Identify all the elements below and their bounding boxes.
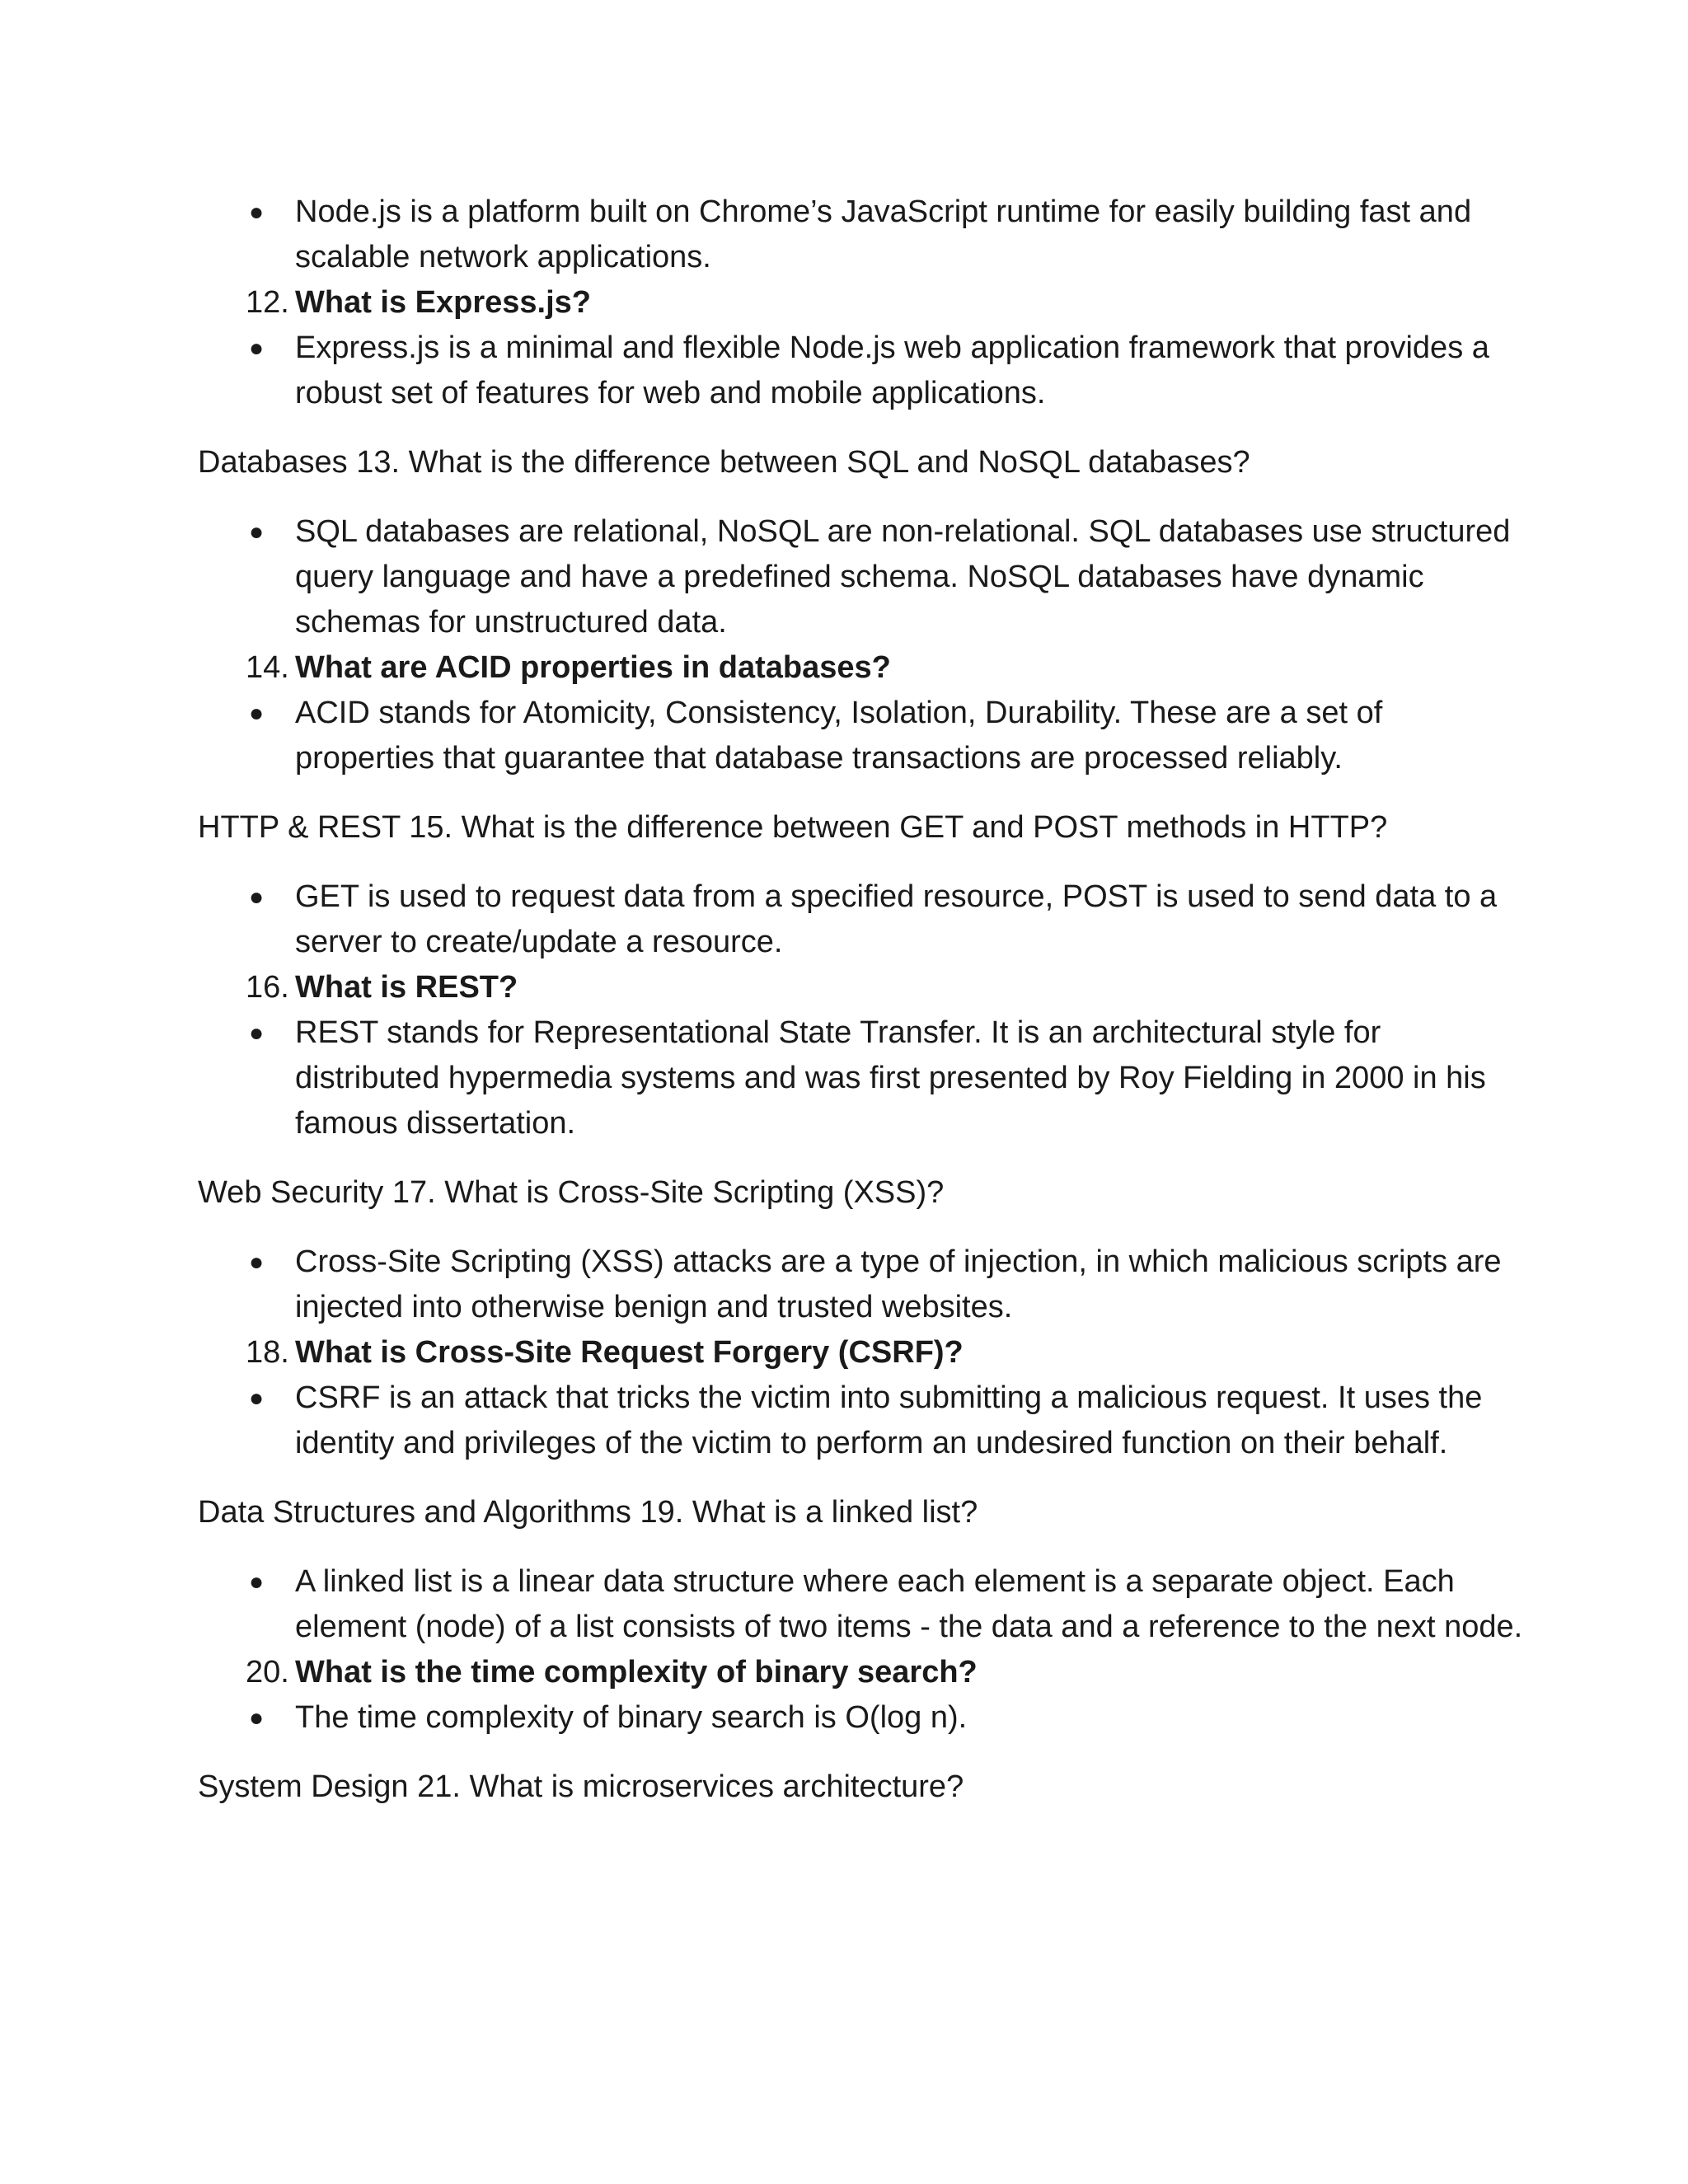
- question-text: What is the time complexity of binary search?: [295, 1655, 978, 1690]
- question-number: 14.: [246, 650, 289, 685]
- bullet-text: The time complexity of binary search is O(log n).: [295, 1700, 968, 1735]
- bullet-item: [198, 1559, 1523, 1650]
- question-number: 16.: [246, 970, 289, 1005]
- bullet-item: [198, 1695, 1523, 1741]
- bullet-text: Express.js is a minimal and flexible Node.js web application framework that provides a robust set of features for web and mobile applications.: [295, 330, 1489, 410]
- question-item: [198, 280, 1523, 326]
- bullet-dot-icon: ●: [249, 1568, 265, 1596]
- bullet-text: GET is used to request data from a specified resource, POST is used to send data to a server to create/update a resource.: [295, 879, 1498, 959]
- bullet-text: SQL databases are relational, NoSQL are non-relational. SQL databases use structured query language and have a predefined schema. NoSQL databases have dynamic schemas for unstructured data.: [295, 514, 1511, 640]
- bullet-dot-icon: ●: [249, 1704, 265, 1732]
- question-item: [198, 645, 1523, 691]
- bullet-dot-icon: ●: [249, 1249, 265, 1276]
- section-heading: Web Security 17. What is Cross-Site Scripting (XSS)?: [198, 1175, 945, 1210]
- bullet-dot-icon: ●: [249, 199, 265, 226]
- question-text: What is Cross-Site Request Forgery (CSRF)?: [295, 1335, 964, 1370]
- bullet-dot-icon: ●: [249, 1385, 265, 1412]
- bullet-dot-icon: ●: [249, 518, 265, 546]
- bullet-text: REST stands for Representational State Transfer. It is an architectural style for distributed hypermedia systems and was first presented by Roy Fielding in 2000 in his famous dissertation.: [295, 1015, 1486, 1141]
- bullet-item: [198, 190, 1523, 280]
- bullet-text: A linked list is a linear data structure where each element is a separate object. Each element (node) of a list consists of two items - the data and a reference to the next node.: [295, 1564, 1523, 1644]
- bullet-dot-icon: ●: [249, 700, 265, 727]
- question-number: 12.: [246, 285, 289, 320]
- bullet-dot-icon: ●: [249, 335, 265, 362]
- bullet-text: Cross-Site Scripting (XSS) attacks are a type of injection, in which malicious scripts are injected into otherwise benign and trusted websites.: [295, 1244, 1502, 1324]
- section-heading: Data Structures and Algorithms 19. What is a linked list?: [198, 1495, 978, 1530]
- bullet-item: [198, 874, 1523, 965]
- bullet-item: [198, 691, 1523, 781]
- bullet-dot-icon: ●: [249, 1019, 265, 1047]
- question-item: [198, 1330, 1523, 1376]
- bullet-text: Node.js is a platform built on Chrome’s JavaScript runtime for easily building fast and scalable network applications.: [295, 194, 1472, 274]
- bullet-text: ACID stands for Atomicity, Consistency, Isolation, Durability. These are a set of properties that guarantee that database transactions are processed reliably.: [295, 696, 1383, 776]
- question-item: [198, 1650, 1523, 1695]
- question-number: 20.: [246, 1655, 289, 1690]
- bullet-text: CSRF is an attack that tricks the victim into submitting a malicious request. It uses the identity and privileges of the victim to perform an undesired function on their behalf.: [295, 1380, 1483, 1460]
- section-heading: HTTP & REST 15. What is the difference between GET and POST methods in HTTP?: [198, 810, 1388, 845]
- question-item: [198, 965, 1523, 1010]
- bullet-item: [198, 1010, 1523, 1146]
- question-number: 18.: [246, 1335, 289, 1370]
- bullet-item: [198, 1240, 1523, 1330]
- question-text: What is REST?: [295, 970, 518, 1005]
- bullet-dot-icon: ●: [249, 883, 265, 911]
- bullet-item: [198, 326, 1523, 416]
- bullet-item: [198, 1376, 1523, 1466]
- section-heading: System Design 21. What is microservices architecture?: [198, 1769, 964, 1804]
- section-heading: Databases 13. What is the difference between SQL and NoSQL databases?: [198, 445, 1250, 480]
- bullet-item: [198, 509, 1523, 645]
- question-text: What are ACID properties in databases?: [295, 650, 891, 685]
- question-text: What is Express.js?: [295, 285, 592, 320]
